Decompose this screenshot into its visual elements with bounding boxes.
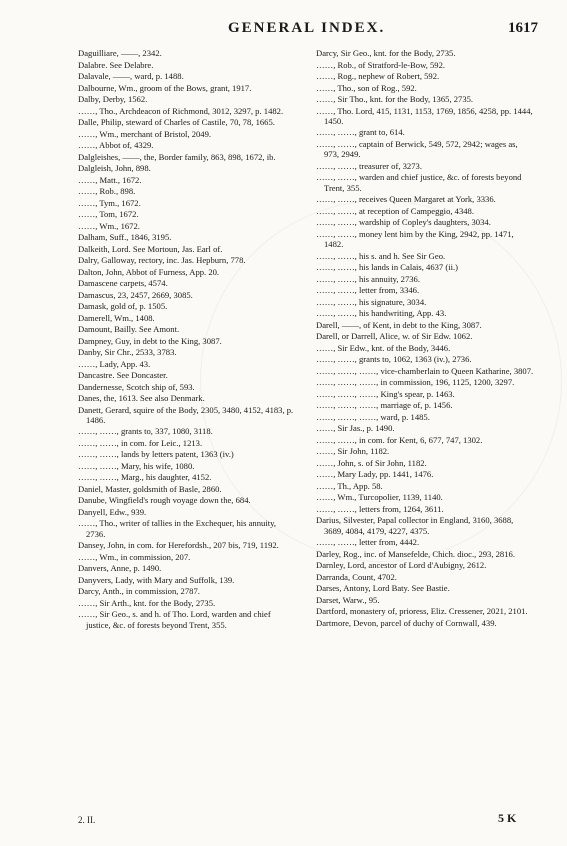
index-entry: Dalabre. See Delabre. bbox=[78, 59, 154, 70]
index-entry: ……, ……, receives Queen Margaret at York, 3336. bbox=[316, 194, 496, 205]
index-entry: Darnley, Lord, ancestor of Lord d'Aubigny, 2612. bbox=[316, 560, 487, 571]
index-entry: ……, ……, in com. for Leic., 1213. bbox=[78, 437, 203, 448]
signature-mark: 2. II. bbox=[78, 815, 96, 825]
index-entry: ……, ……, grants to, 337, 1080, 3118. bbox=[78, 426, 213, 437]
index-entry: ……, Tho., writer of tallies in the Exchequer, his annuity, 2736. bbox=[78, 518, 276, 539]
index-entry: Darcy, Anth., in commission, 2787. bbox=[78, 586, 200, 597]
index-entry: ……, ……, captain of Berwick, 549, 572, 2942; wages as, 973, 2949. bbox=[316, 138, 518, 160]
index-entry: ……, Matt., 1672. bbox=[78, 174, 142, 185]
index-entry: ……, ……, wardship of Copley's daughters, 3034. bbox=[316, 217, 491, 228]
index-entry: ……, Wm., merchant of Bristol, 2049. bbox=[78, 128, 212, 139]
index-entry: ……, ……, letter from, 4442. bbox=[316, 537, 420, 548]
index-entry: ……, ……, his signature, 3034. bbox=[316, 296, 427, 307]
index-entry: ……, ……, at reception of Campeggio, 4348. bbox=[316, 205, 474, 216]
index-entry: Danett, Gerard, squire of the Body, 2305, 3480, 4152, 4183, p. 1486. bbox=[78, 404, 294, 425]
index-entry: ……, Abbot of, 4329. bbox=[78, 140, 154, 150]
index-entry: ……, ……, Mary, his wife, 1080. bbox=[78, 460, 195, 471]
index-entry: ……, ……, ……, vice-chamberlain to Queen Katharine, 3807. bbox=[316, 365, 534, 376]
index-entry: Darset, Warw., 95. bbox=[316, 594, 380, 605]
index-entry: ……, Tho. Lord, 415, 1131, 1153, 1769, 1856, 4258, pp. 1444, 1450. bbox=[316, 105, 533, 126]
index-entry: Darell, or Darrell, Alice, w. of Sir Edw. 1062. bbox=[316, 331, 473, 342]
index-entry: ……, Wm., Turcopolier, 1139, 1140. bbox=[316, 492, 443, 503]
index-entry: Darell, ——, of Kent, in debt to the King, 3087. bbox=[316, 319, 482, 330]
index-column-left bbox=[78, 48, 296, 631]
index-column-right bbox=[316, 48, 534, 629]
index-entry: Danes, the, 1613. See also Denmark. bbox=[78, 393, 205, 403]
index-entry: ……, Rob., of Stratford-le-Bow, 592. bbox=[316, 59, 446, 70]
index-entry: ……, ……, grants to, 1062, 1363 (iv.), 2736. bbox=[316, 354, 472, 365]
index-entry: Dalton, John, Abbot of Furness, App. 20. bbox=[78, 266, 220, 277]
index-entry: Dartmore, Devon, parcel of duchy of Cornwall, 439. bbox=[316, 617, 497, 628]
index-entry: ……, Sir John, 1182. bbox=[316, 446, 390, 457]
index-entry: Damask, gold of, p. 1505. bbox=[78, 301, 168, 311]
index-entry: ……, ……, his lands in Calais, 4637 (ii.) bbox=[316, 262, 459, 273]
index-entry: Dalkeith, Lord. See Mortoun, Jas. Earl of. bbox=[78, 243, 223, 254]
gathering-mark: 5 K bbox=[498, 811, 517, 825]
index-entry: ……, Sir Arth., knt. for the Body, 2735. bbox=[78, 597, 216, 608]
index-entry: ……, Tom, 1672. bbox=[78, 209, 139, 219]
index-entry: ……, Rob., 898. bbox=[78, 186, 136, 196]
index-entry: ……, ……, grant to, 614. bbox=[316, 127, 405, 138]
index-entry: Darcy, Sir Geo., knt. for the Body, 2735. bbox=[316, 48, 456, 58]
index-entry: Dartford, monastery of, prioress, Eliz. Cressener, 2021, 2101. bbox=[316, 606, 528, 617]
index-entry: Daguilliare, ——, 2342. bbox=[78, 48, 162, 58]
index-entry: Dansey, John, in com. for Herefordsh., 207 bis, 719, 1192. bbox=[78, 540, 279, 551]
index-entry: ……, ……, his handwriting, App. 43. bbox=[316, 308, 447, 319]
index-entry: ……, Sir Edw., knt. of the Body, 3446. bbox=[316, 342, 451, 353]
index-entry: ……, Tym., 1672. bbox=[78, 197, 141, 208]
index-entry: ……, Wm., 1672. bbox=[78, 220, 140, 231]
index-entry: ……, ……, money lent him by the King, 2942, pp. 1471, 1482. bbox=[316, 228, 514, 250]
index-entry: Danvers, Anne, p. 1490. bbox=[78, 563, 162, 574]
index-entry: ……, ……, ……, King's spear, p. 1463. bbox=[316, 388, 455, 399]
index-entry: Dalgleish, John, 898. bbox=[78, 163, 151, 173]
index-entry: ……, Sir Geo., s. and h. of Tho. Lord, warden and chief justice, &c. of forests beyond Trent, 355. bbox=[78, 609, 271, 630]
index-entry: Dalgleishes, ——, the, Border family, 863, 898, 1672, ib. bbox=[78, 151, 276, 162]
index-entry: Darius, Silvester, Papal collector in England, 3160, 3688, 3689, 4084, 4179, 4227, 4375. bbox=[316, 515, 514, 536]
index-entry: Dalry, Galloway, rectory, inc. Jas. Hepburn, 778. bbox=[78, 255, 246, 265]
index-entry: ……, ……, lands by letters patent, 1363 (iv.) bbox=[78, 449, 234, 460]
index-entry: ……, Sir Tho., knt. for the Body, 1365, 2735. bbox=[316, 94, 474, 104]
index-entry: ……, ……, his s. and h. See Sir Geo. bbox=[316, 250, 446, 261]
index-entry: ……, Sir Jas., p. 1490. bbox=[316, 423, 395, 434]
index-entry: Danyvers, Lady, with Mary and Suffolk, 139. bbox=[78, 574, 235, 585]
index-entry: Darley, Rog., inc. of Mansefelde, Chich. dioc., 293, 2816. bbox=[316, 548, 515, 559]
index-entry: ……, ……, letter from, 3346. bbox=[316, 285, 420, 296]
index-entry: ……, Wm., in commission, 207. bbox=[78, 551, 191, 562]
index-entry: Daniel, Master, goldsmith of Basle, 2860. bbox=[78, 483, 222, 494]
index-entry: Danby, Sir Chr., 2533, 3783. bbox=[78, 347, 177, 357]
running-title: GENERAL INDEX. bbox=[228, 20, 386, 36]
index-entry: ……, Th., App. 58. bbox=[316, 480, 383, 491]
index-entry: Damerell, Wm., 1408. bbox=[78, 312, 155, 323]
page-number: 1617 bbox=[508, 20, 538, 36]
index-entry: Danube, Wingfield's rough voyage down the, 684. bbox=[78, 495, 251, 506]
index-entry: Dampney, Guy, in debt to the King, 3087. bbox=[78, 335, 222, 346]
index-entry: ……, Tho., son of Rog., 592. bbox=[316, 82, 417, 93]
index-entry: ……, Tho., Archdeacon of Richmond, 3012, 3297, p. 1482. bbox=[78, 105, 284, 116]
index-entry: ……, ……, treasurer of, 3273. bbox=[316, 160, 422, 171]
page-header bbox=[78, 20, 538, 38]
index-entry: Darses, Antony, Lord Baty. See Bastie. bbox=[316, 583, 450, 594]
index-entry: Damascus, 23, 2457, 2669, 3085. bbox=[78, 289, 193, 300]
index-entry: ……, Lady, App. 43. bbox=[78, 358, 151, 369]
index-entry: Dancastre. See Doncaster. bbox=[78, 370, 168, 380]
index-entry: Damount, Bailly. See Amont. bbox=[78, 324, 180, 334]
index-entry: ……, ……, ……, marriage of, p. 1456. bbox=[316, 400, 453, 411]
index-entry: ……, ……, ……, ward, p. 1485. bbox=[316, 411, 430, 422]
index-entry: ……, ……, Marg., his daughter, 4152. bbox=[78, 472, 212, 483]
index-entry: ……, ……, in com. for Kent, 6, 677, 747, 1302. bbox=[316, 434, 483, 445]
index-entry: Dalavale, ——, ward, p. 1488. bbox=[78, 71, 184, 81]
index-entry: Danyell, Edw., 939. bbox=[78, 506, 147, 517]
index-entry: ……, Rog., nephew of Robert, 592. bbox=[316, 71, 440, 81]
index-entry: Damascene carpets, 4574. bbox=[78, 278, 168, 288]
index-entry: Dalby, Derby, 1562. bbox=[78, 94, 148, 104]
index-entry: Dalham, Suff., 1846, 3195. bbox=[78, 232, 172, 242]
index-entry: Darranda, Count, 4702. bbox=[316, 571, 397, 582]
index-entry: ……, ……, warden and chief justice, &c. of forests beyond Trent, 355. bbox=[316, 172, 522, 193]
index-entry: Dandernesse, Scotch ship of, 593. bbox=[78, 381, 195, 392]
index-entry: ……, ……, ……, in commission, 196, 1125, 1200, 3297. bbox=[316, 377, 515, 388]
index-entry: Dalle, Philip, steward of Charles of Castile, 70, 78, 1665. bbox=[78, 117, 275, 127]
index-entry: ……, John, s. of Sir John, 1182. bbox=[316, 457, 427, 468]
index-entry: Dalbourne, Wm., groom of the Bows, grant, 1917. bbox=[78, 82, 252, 93]
index-entry: ……, Mary Lady, pp. 1441, 1476. bbox=[316, 469, 434, 480]
index-entry: ……, ……, his annuity, 2736. bbox=[316, 273, 420, 284]
index-entry: ……, ……, letters from, 1264, 3611. bbox=[316, 503, 444, 514]
